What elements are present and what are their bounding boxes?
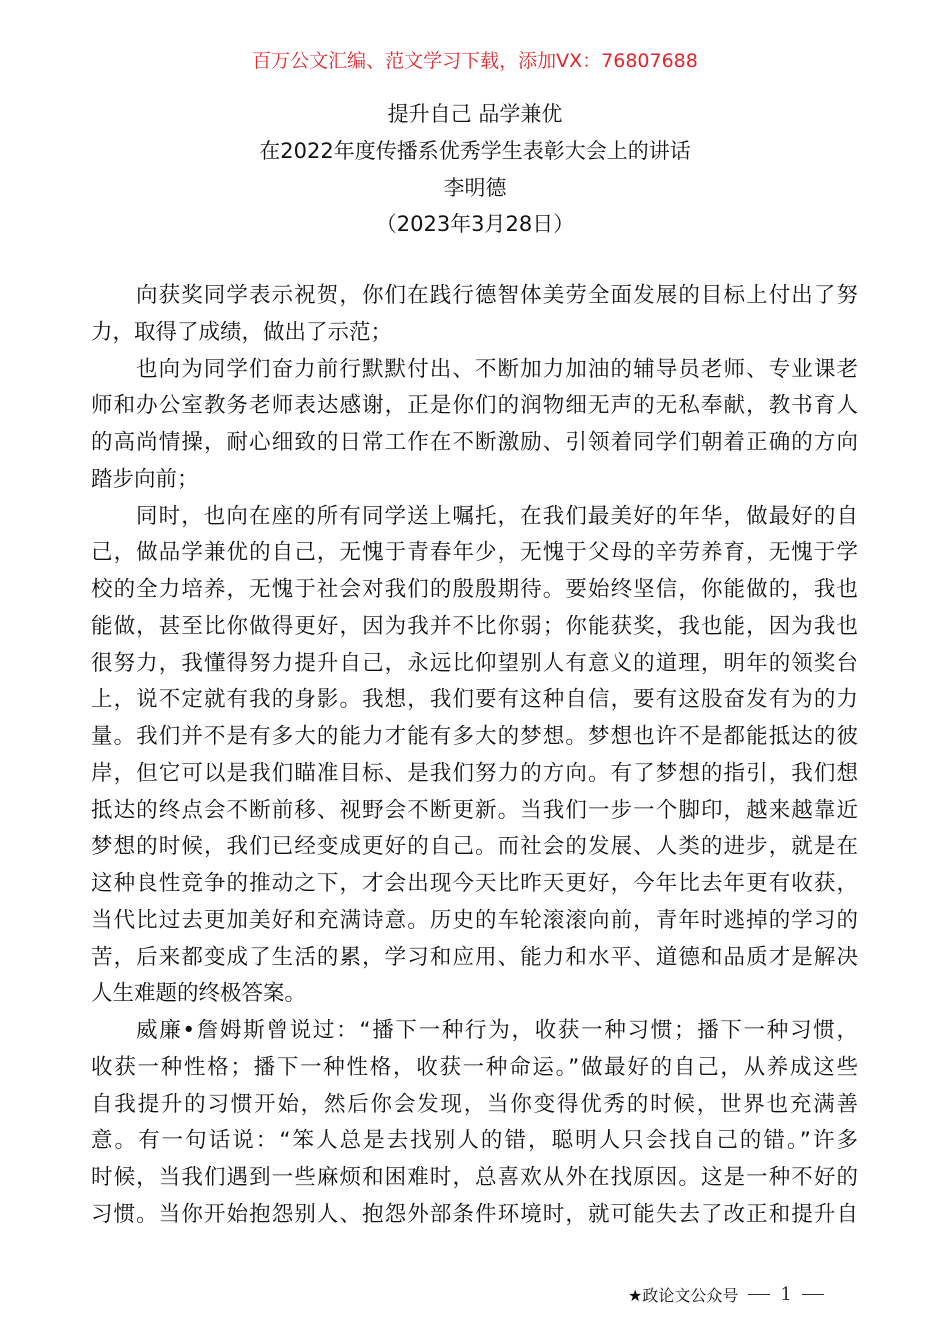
paragraph-line: 这种良性竞争的推动之下，才会出现今天比昨天更好，今年比去年更有收获，	[91, 871, 858, 896]
paragraph-line: 也向为同学们奋力前行默默付出、不断加力加油的辅导员老师、专业课老	[136, 356, 858, 382]
page-footer	[628, 1283, 824, 1306]
page-number: 1	[780, 1284, 792, 1305]
watermark-banner: 百万公文汇编、范文学习下载，添加VX：76807688	[252, 50, 698, 72]
paragraph-line: 师和办公室教务老师表达感谢，正是你们的润物细无声的无私奉献，教书育人	[91, 393, 858, 419]
author: 李明德	[443, 176, 507, 200]
paragraph-line: 踏步向前；	[91, 466, 199, 492]
paragraph-line: 校的全力培养，无愧于社会对我们的殷殷期待。要始终坚信，你能做的，我也	[91, 577, 858, 602]
paragraph-line: 意。有一句话说：“笨人总是去找别人的错，聪明人只会找自己的错。”许多	[91, 1128, 858, 1154]
paragraph-line: 苦，后来都变成了生活的累，学习和应用、能力和水平、道德和品质才是解决	[91, 944, 858, 970]
paragraph-line: 收获一种性格；播下一种性格，收获一种命运。”做最好的自己，从养成这些	[91, 1054, 858, 1080]
paragraph-line: 时候，当我们遇到一些麻烦和困难时，总喜欢从外在找原因。这是一种不好的	[91, 1165, 858, 1190]
paragraph-line: 很努力，我懂得努力提升自己，永远比仰望别人有意义的道理，明年的领奖台	[91, 650, 858, 676]
paragraph-line: 梦想的时候，我们已经变成更好的自己。而社会的发展、人类的进步，就是在	[91, 834, 858, 860]
dash	[748, 1294, 770, 1295]
paragraph-line: 上，说不定就有我的身影。我想，我们要有这种自信，要有这股奋发有为的力	[91, 687, 858, 713]
footer-source: ★政论文公众号	[628, 1286, 739, 1305]
document-title: 提升自己 品学兼优	[387, 102, 563, 126]
document-body	[91, 278, 858, 1234]
date: （2023年3月28日）	[375, 212, 575, 236]
paragraph-line: 同时，也向在座的所有同学送上嘱托，在我们最美好的年华，做最好的自	[136, 503, 858, 529]
paragraph-line: 自我提升的习惯开始，然后你会发现，当你变得优秀的时候，世界也充满善	[91, 1091, 858, 1117]
dash	[802, 1294, 824, 1295]
paragraph-line: 人生难题的终极答案。	[91, 981, 307, 1007]
paragraph-line: 向获奖同学表示祝贺，你们在践行德智体美劳全面发展的目标上付出了努	[136, 283, 858, 308]
paragraph-line: 岸，但它可以是我们瞄准目标、是我们努力的方向。有了梦想的指引，我们想	[91, 760, 858, 786]
paragraph-line: 能做，甚至比你做得更好，因为我并不比你弱；你能获奖，我也能，因为我也	[91, 613, 858, 639]
paragraph-line: 的高尚情操，耐心细致的日常工作在不断激励、引领着同学们朝着正确的方向	[91, 430, 858, 455]
paragraph-line: 量。我们并不是有多大的能力才能有多大的梦想。梦想也许不是都能抵达的彼	[91, 724, 858, 749]
paragraph-line: 习惯。当你开始抱怨别人、抱怨外部条件环境时，就可能失去了改正和提升自	[91, 1201, 858, 1227]
paragraph-line: 当代比过去更加美好和充满诗意。历史的车轮滚滚向前，青年时逃掉的学习的	[91, 907, 858, 933]
paragraph-line: 己，做品学兼优的自己，无愧于青春年少，无愧于父母的辛劳养育，无愧于学	[91, 540, 858, 566]
document-subtitle: 在2022年度传播系优秀学生表彰大会上的讲话	[259, 139, 691, 163]
paragraph-line: 力，取得了成绩，做出了示范；	[91, 319, 393, 345]
paragraph-line: 抵达的终点会不断前移、视野会不断更新。当我们一步一个脚印，越来越靠近	[91, 797, 858, 823]
paragraph-line: 威廉•詹姆斯曾说过：“播下一种行为，收获一种习惯；播下一种习惯，	[136, 1018, 858, 1043]
